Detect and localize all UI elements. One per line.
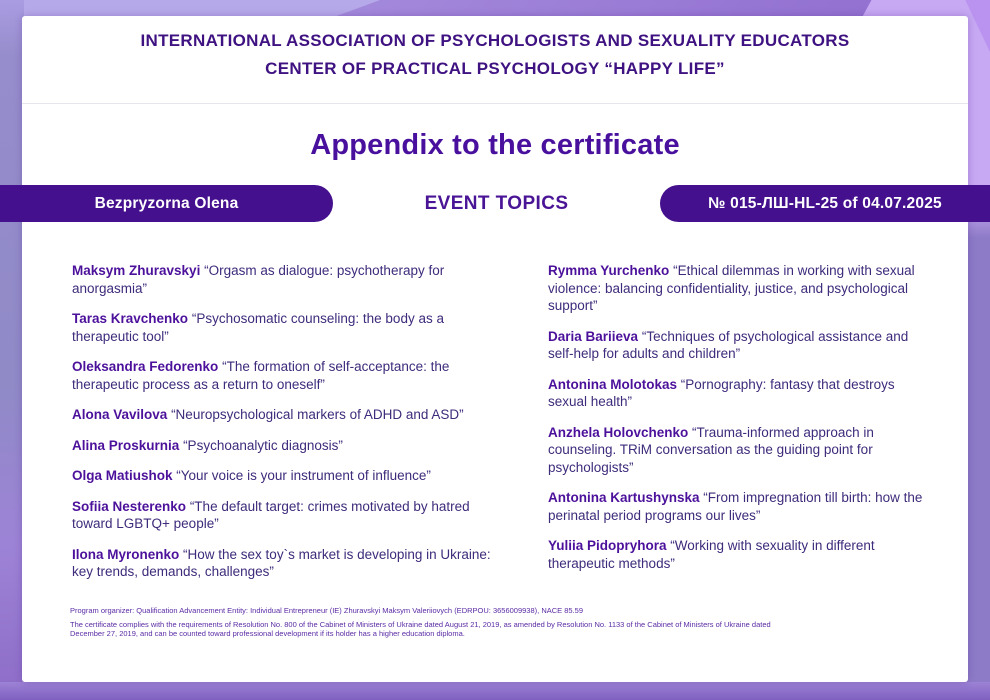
org-name-line2: CENTER OF PRACTICAL PSYCHOLOGY “HAPPY LIFE” xyxy=(265,59,725,78)
header-divider xyxy=(22,103,968,104)
speaker-name: Oleksandra Fedorenko xyxy=(72,359,219,374)
topic-title: “Psychosomatic counseling: the body as a therapeutic tool” xyxy=(72,311,444,344)
certificate-title: Appendix to the certificate xyxy=(310,129,680,161)
speaker-name: Alina Proskurnia xyxy=(72,437,180,453)
org-name-line1: INTERNATIONAL ASSOCIATION OF PSYCHOLOGISTS AND SEXUALITY EDUCATORS xyxy=(140,31,850,50)
recipient-name: Bezpryzorna Olena xyxy=(94,194,239,212)
topic-item xyxy=(72,437,512,455)
certificate-card xyxy=(22,16,968,682)
speaker-name: Yuliia Pidopryhora xyxy=(548,538,667,553)
topic-title: “Pornography: fantasy that destroys sexual health” xyxy=(548,376,895,409)
topic-title: “Psychoanalytic diagnosis” xyxy=(183,437,343,453)
topic-item xyxy=(548,262,926,315)
speaker-name: Olga Matiushok xyxy=(72,468,173,483)
topic-item xyxy=(72,358,512,393)
speaker-name: Taras Kravchenko xyxy=(72,311,189,326)
speaker-name: Antonina Molotokas xyxy=(548,376,677,392)
topic-title: “How the sex toy`s market is developing in Ukraine: key trends, demands, challenges” xyxy=(72,546,491,579)
section-heading: EVENT TOPICS xyxy=(424,192,569,214)
topic-title: “Ethical dilemmas in working with sexual violence: balancing confidentiality, justice, and psychological support” xyxy=(548,263,915,313)
footer-compliance-text: The certificate complies with the requirements of Resolution No. 800 of the Cabinet of Ministers of Ukraine dated August 21, 2019, as amended by Resolution No. 1133 of the Cabinet of Ministers of Ukraine dated December 27, 2019, and can be counted toward professional development if its holder has a higher education diploma. xyxy=(70,619,771,638)
speaker-name: Daria Bariieva xyxy=(548,328,639,344)
speaker-name: Alona Vavilova xyxy=(72,407,168,422)
speaker-name: Anzhela Holovchenko xyxy=(548,424,689,440)
decor-left-strip xyxy=(0,0,24,700)
certificate-number: № 015-ЛШ-HL-25 of 04.07.2025 xyxy=(708,194,942,212)
speaker-name: Antonina Kartushynska xyxy=(548,490,700,505)
topic-title: “Your voice is your instrument of influence” xyxy=(176,468,431,483)
topic-item xyxy=(548,424,926,477)
speaker-name: Maksym Zhuravskyi xyxy=(72,263,201,278)
organization-header xyxy=(22,16,968,83)
footer-organizer-line: Program organizer: Qualification Advancement Entity: Individual Entrepreneur (IE) Zhuravskyi Maksym Valeriiovych (EDRPOU: 3656009938), NACE 85.59 xyxy=(70,606,584,615)
topic-item xyxy=(72,310,512,345)
topic-title: “The default target: crimes motivated by hatred toward LGBTQ+ people” xyxy=(72,498,470,531)
topic-item xyxy=(548,537,926,572)
topic-item xyxy=(72,546,512,581)
decor-bottom-band xyxy=(0,682,990,700)
topics-column-left xyxy=(72,262,512,594)
topic-item xyxy=(548,489,926,524)
topic-title: “Orgasm as dialogue: psychotherapy for anorgasmia” xyxy=(72,263,445,296)
speaker-name: Ilona Myronenko xyxy=(72,546,180,562)
speaker-name: Sofiia Nesterenko xyxy=(72,498,187,514)
topic-item xyxy=(72,406,512,424)
topic-item xyxy=(548,328,926,363)
speaker-name: Rymma Yurchenko xyxy=(548,263,670,278)
certificate-number-badge xyxy=(660,185,990,222)
topic-item xyxy=(72,262,512,297)
recipient-badge xyxy=(0,185,333,222)
topic-title: “From impregnation till birth: how the perinatal period programs our lives” xyxy=(548,490,923,523)
topic-item xyxy=(72,498,512,533)
topic-title: “The formation of self-acceptance: the therapeutic process as a return to oneself” xyxy=(72,359,450,392)
topic-title: “Working with sexuality in different therapeutic methods” xyxy=(548,538,875,571)
topic-title: “Neuropsychological markers of ADHD and ASD” xyxy=(171,407,464,422)
topic-title: “Techniques of psychological assistance and self-help for adults and children” xyxy=(548,328,909,361)
topic-title: “Trauma-informed approach in counseling. TRiM conversation as the guiding point for psychologists” xyxy=(548,424,874,475)
footer-fine-print xyxy=(70,606,810,639)
topic-item xyxy=(72,467,512,485)
topics-column-right xyxy=(548,262,926,594)
topics-section xyxy=(72,262,926,594)
topic-item xyxy=(548,376,926,411)
